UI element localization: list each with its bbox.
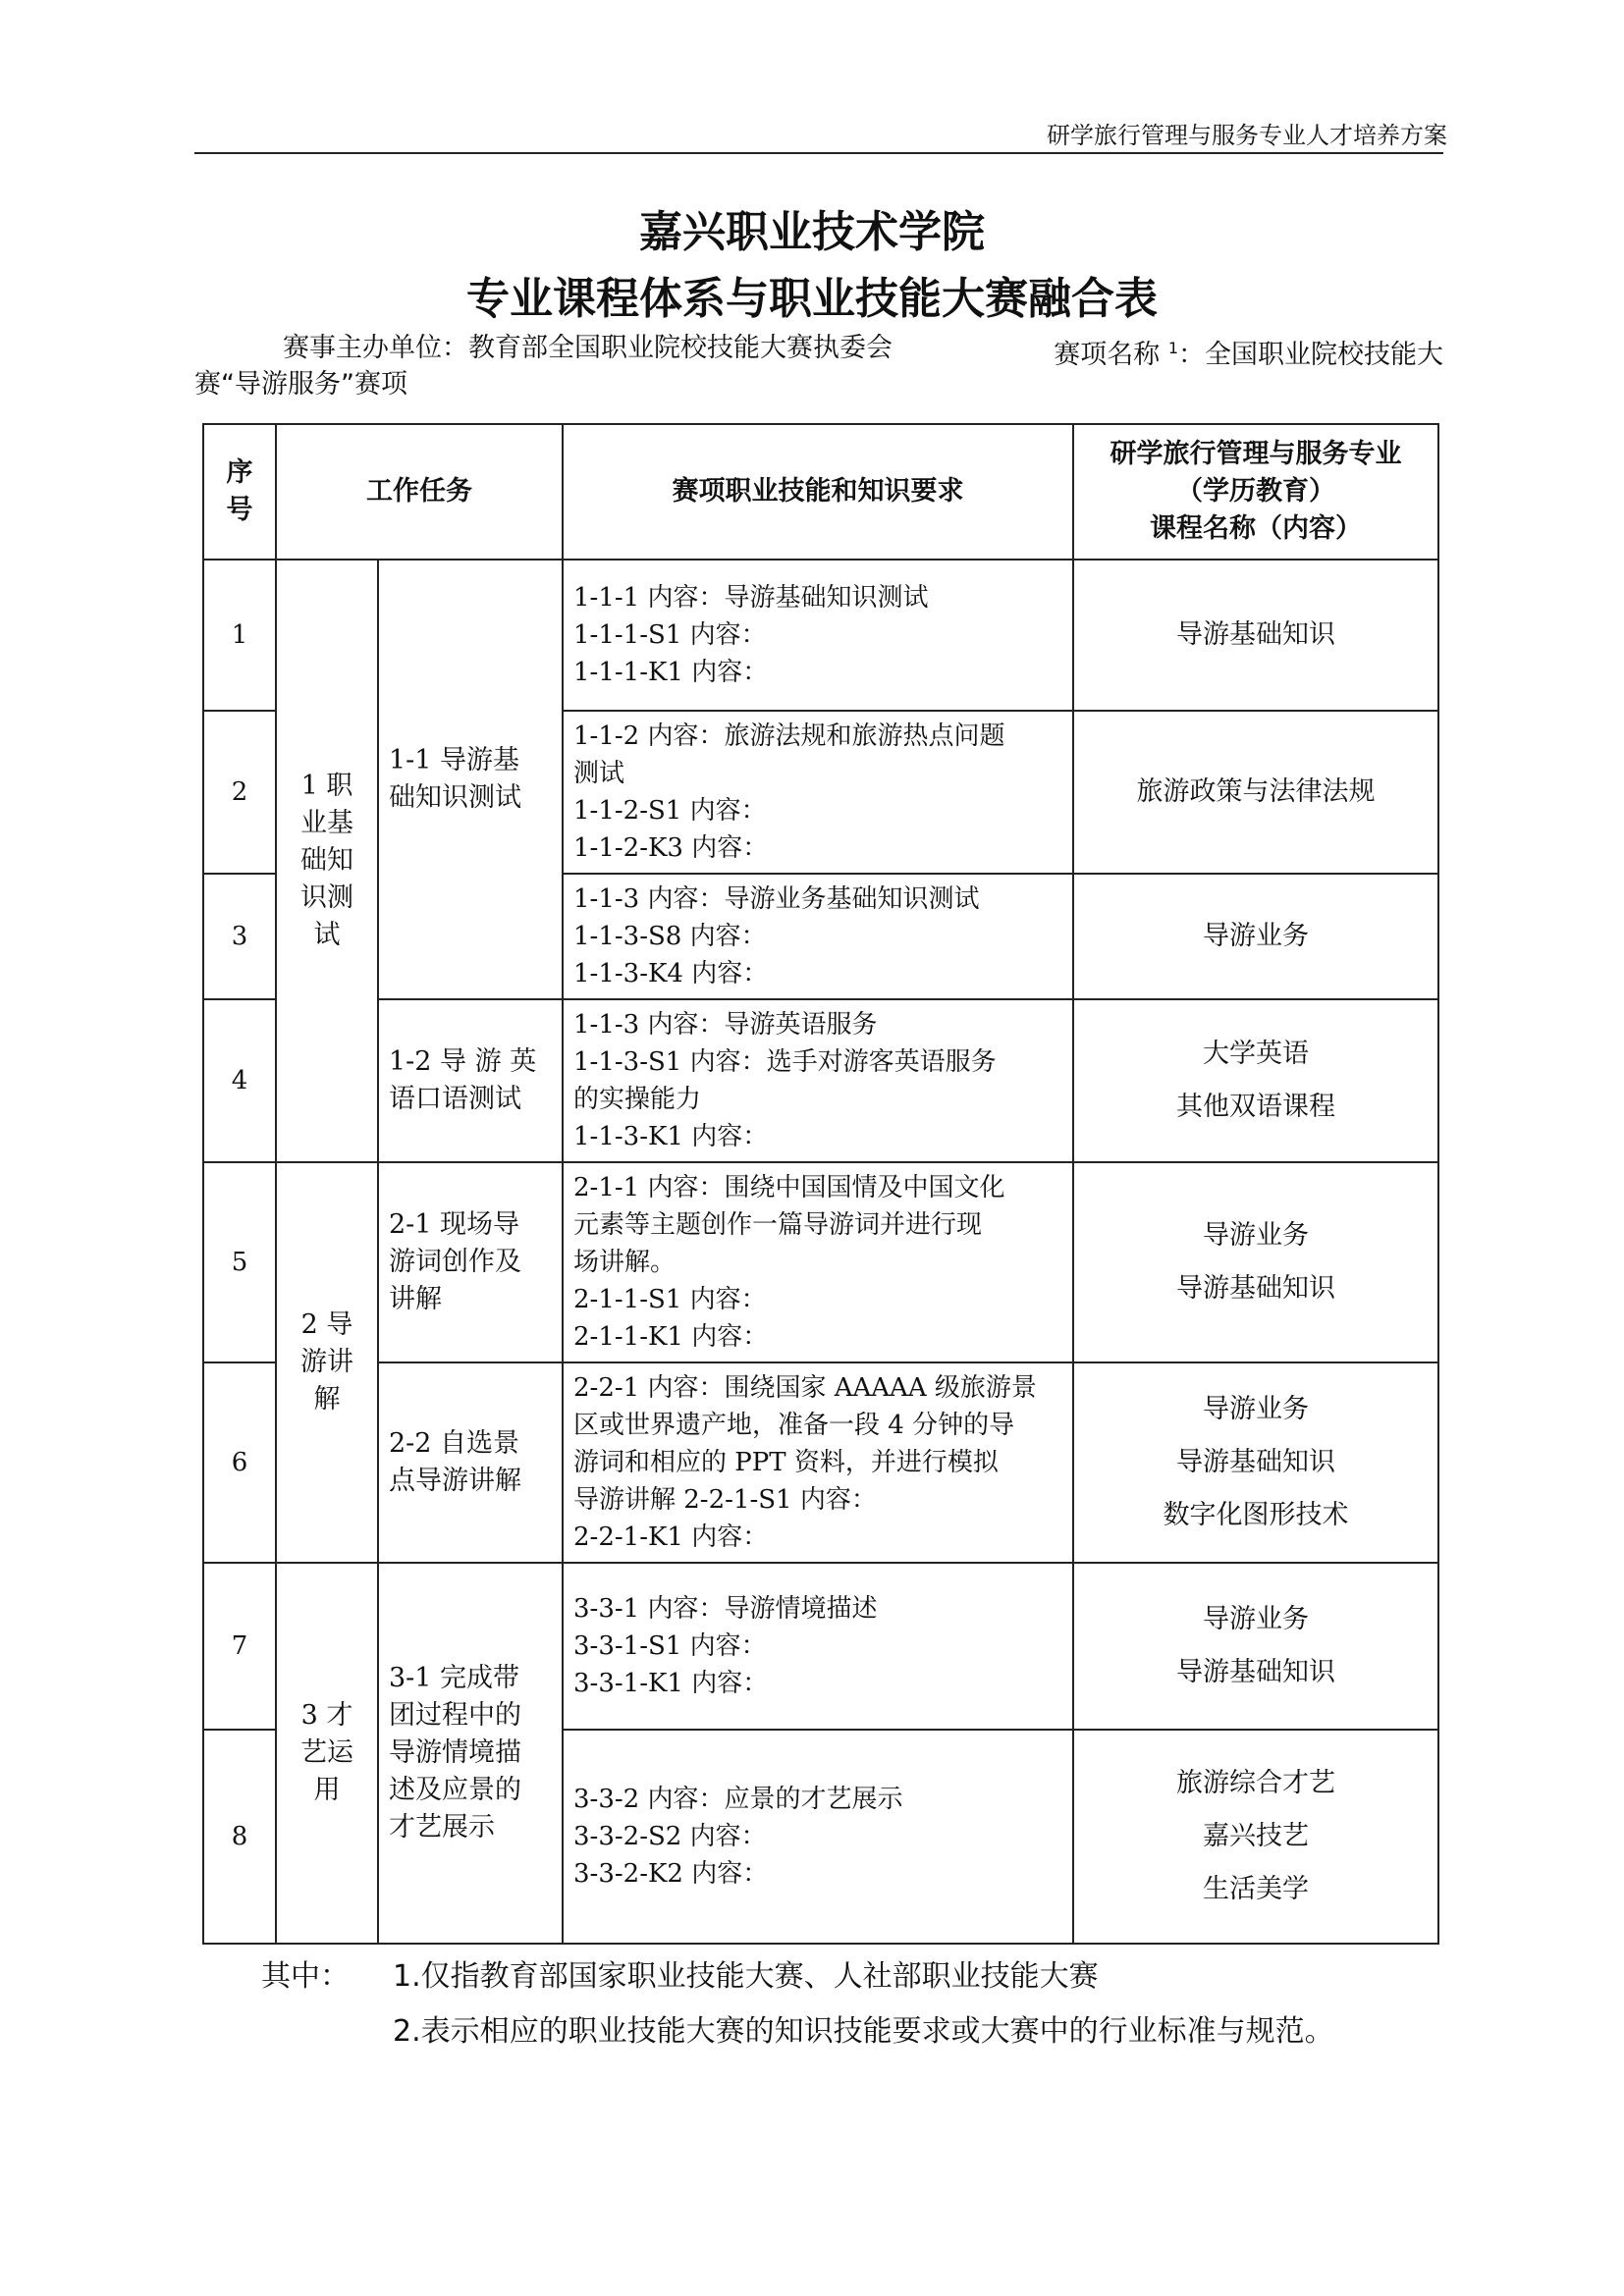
- note-item-1: 1.仅指教育部国家职业技能大赛、人社部职业技能大赛: [393, 1959, 1099, 1994]
- course-cell: 旅游综合才艺 嘉兴技艺 生活美学: [1073, 1730, 1438, 1944]
- task-cell: 2-2 自选景 点导游讲解: [378, 1362, 563, 1563]
- course-cell: 旅游政策与法律法规: [1073, 711, 1438, 874]
- course-cell: 导游基础知识: [1073, 560, 1438, 711]
- course-cell: 导游业务 导游基础知识 数字化图形技术: [1073, 1362, 1438, 1563]
- course-cell: 导游业务 导游基础知识: [1073, 1563, 1438, 1730]
- requirements-cell: 3-3-1 内容：导游情境描述 3-3-1-S1 内容： 3-3-1-K1 内容：: [563, 1563, 1073, 1730]
- row-seq: 2: [203, 711, 276, 874]
- table-row: [203, 1362, 1438, 1563]
- table-row: [203, 1563, 1438, 1730]
- course-cell: 导游业务: [1073, 874, 1438, 999]
- task-cell: 2-1 现场导 游词创作及 讲解: [378, 1162, 563, 1362]
- row-seq: 4: [203, 999, 276, 1162]
- document-title-institution: 嘉兴职业技术学院: [639, 207, 985, 257]
- requirements-cell: 2-2-1 内容：围绕国家 AAAAA 级旅游景 区或世界遗产地，准备一段 4 分钟的导 游词和相应的 PPT 资料，并进行模拟 导游讲解 2-2-1-S1 内容： 2-2-1-K1 内容：: [563, 1362, 1073, 1563]
- organizer-text: 赛事主办单位：教育部全国职业院校技能大赛执委会: [283, 333, 893, 363]
- task-cell: 3-1 完成带 团过程中的 导游情境描 述及应景的 才艺展示: [378, 1563, 563, 1944]
- category-cell: 1 职 业基 础知 识测 试: [276, 560, 378, 1162]
- row-seq: 7: [203, 1563, 276, 1730]
- header-divider: [194, 152, 1443, 154]
- note-item-2: 2.表示相应的职业技能大赛的知识技能要求或大赛中的行业标准与规范。: [393, 2014, 1334, 2049]
- requirements-cell: 3-3-2 内容：应景的才艺展示 3-3-2-S2 内容： 3-3-2-K2 内容：: [563, 1730, 1073, 1944]
- row-seq: 3: [203, 874, 276, 999]
- document-title-table: 专业课程体系与职业技能大赛融合表: [466, 274, 1158, 324]
- header-course: 研学旅行管理与服务专业 （学历教育） 课程名称（内容）: [1073, 424, 1438, 560]
- requirements-cell: 1-1-3 内容：导游英语服务 1-1-3-S1 内容：选手对游客英语服务 的实操能力 1-1-3-K1 内容：: [563, 999, 1073, 1162]
- row-seq: 8: [203, 1730, 276, 1944]
- notes-label: 其中：: [261, 1959, 350, 1994]
- table-row: [203, 1162, 1438, 1362]
- integration-table: [202, 423, 1439, 1945]
- table-row: [203, 560, 1438, 711]
- event-value: ：全国职业院校技能大: [1178, 340, 1443, 370]
- running-header: 研学旅行管理与服务专业人才培养方案: [1047, 122, 1447, 149]
- meta-line-2: [194, 366, 1443, 403]
- row-seq: 6: [203, 1362, 276, 1563]
- task-cell: 1-2 导 游 英 语口语测试: [378, 999, 563, 1162]
- header-seq: 序 号: [203, 424, 276, 560]
- course-cell: 导游业务 导游基础知识: [1073, 1162, 1438, 1362]
- table-header-row: [203, 424, 1438, 560]
- course-cell: 大学英语 其他双语课程: [1073, 999, 1438, 1162]
- row-seq: 1: [203, 560, 276, 711]
- category-cell: 2 导 游讲 解: [276, 1162, 378, 1563]
- row-seq: 5: [203, 1162, 276, 1362]
- header-task: 工作任务: [276, 424, 563, 560]
- requirements-cell: 1-1-2 内容：旅游法规和旅游热点问题 测试 1-1-2-S1 内容： 1-1-2-K3 内容：: [563, 711, 1073, 874]
- requirements-cell: 1-1-3 内容：导游业务基础知识测试 1-1-3-S8 内容： 1-1-3-K4 内容：: [563, 874, 1073, 999]
- requirements-cell: 1-1-1 内容：导游基础知识测试 1-1-1-S1 内容： 1-1-1-K1 内容：: [563, 560, 1073, 711]
- event-label: 赛项名称: [1054, 340, 1161, 370]
- event-value-continued: 赛“导游服务”赛项: [194, 369, 407, 400]
- task-cell: 1-1 导游基 础知识测试: [378, 560, 563, 999]
- table-row: [203, 999, 1438, 1162]
- header-requirements: 赛项职业技能和知识要求: [563, 424, 1073, 560]
- category-cell: 3 才 艺运 用: [276, 1563, 378, 1944]
- footnote-marker: 1: [1167, 339, 1178, 357]
- requirements-cell: 2-1-1 内容：围绕中国国情及中国文化 元素等主题创作一篇导游词并进行现 场讲解。 2-1-1-S1 内容： 2-1-1-K1 内容：: [563, 1162, 1073, 1362]
